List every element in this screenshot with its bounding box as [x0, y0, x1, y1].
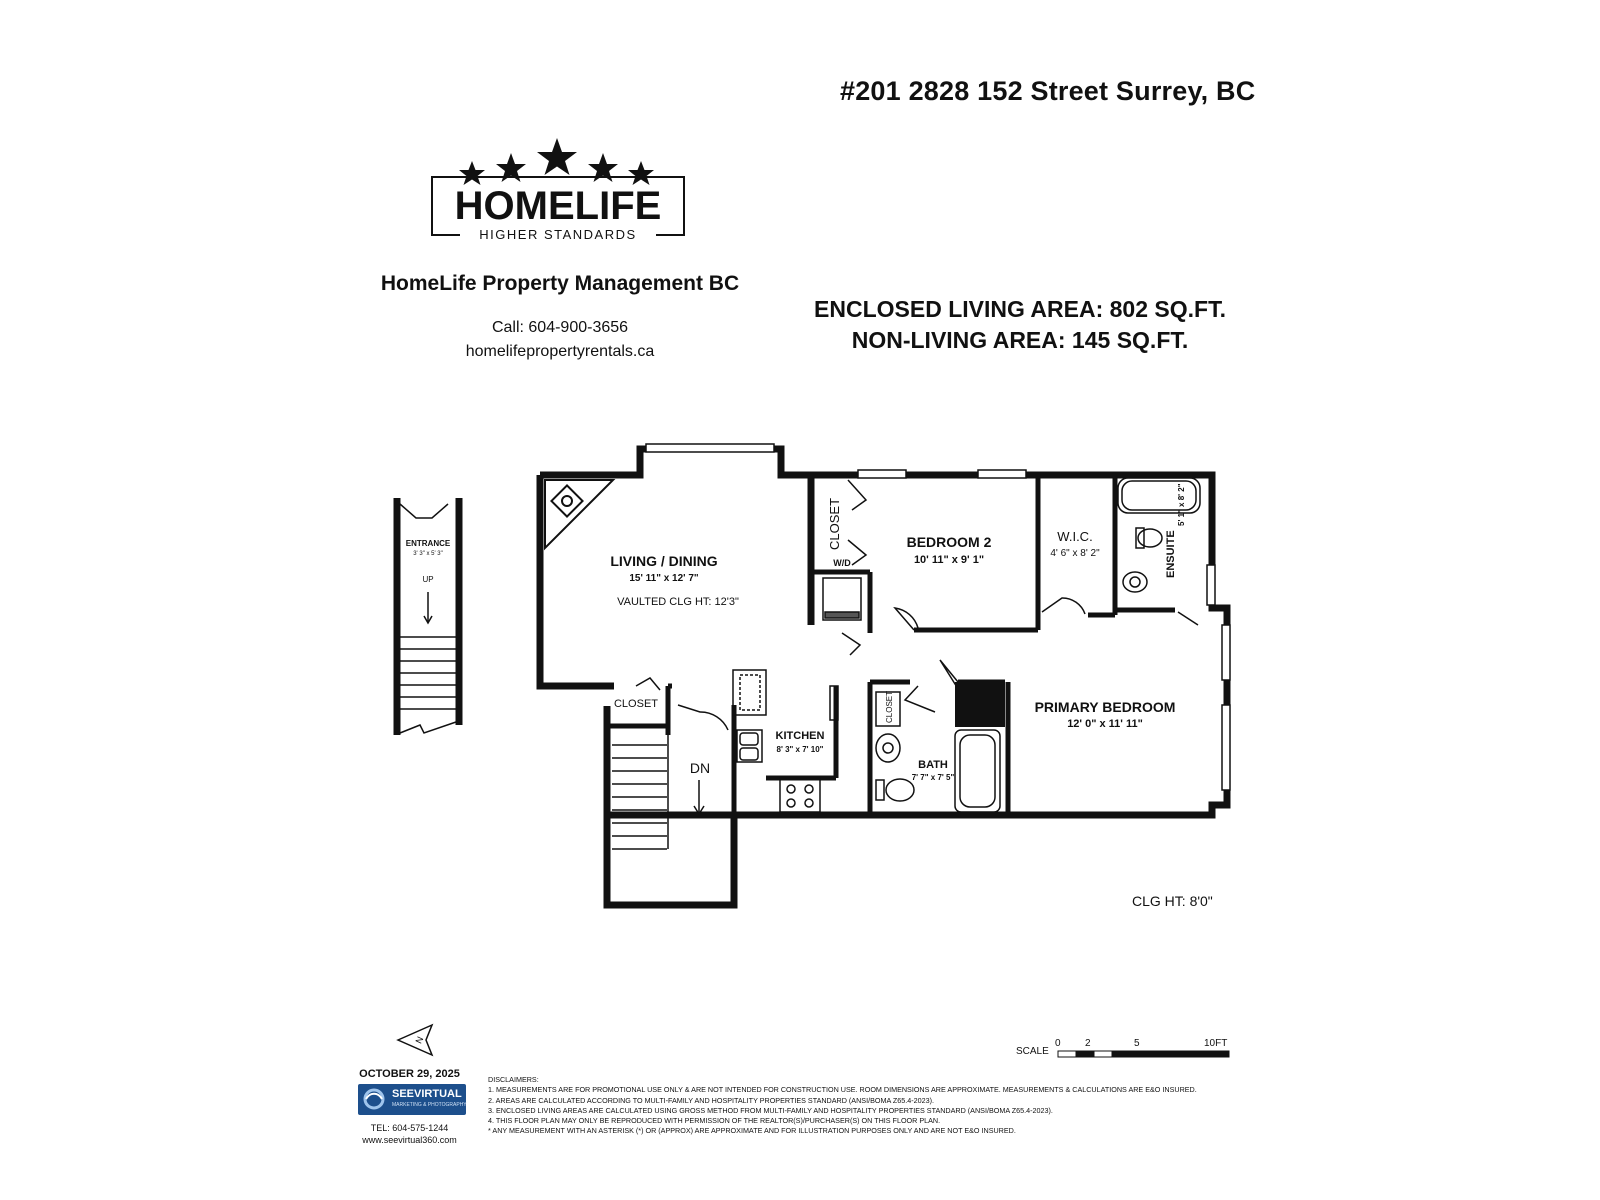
- wic-dims: 4' 6" x 8' 2": [1050, 548, 1100, 559]
- closet-living-label: CLOSET: [613, 698, 659, 710]
- scale-tick-10: 10FT: [1204, 1038, 1228, 1049]
- scale-tick-2: 2: [1085, 1038, 1091, 1049]
- entrance-dims: 3' 3" x 5' 3": [413, 551, 443, 557]
- compass-letter: N: [413, 1034, 426, 1046]
- bedroom2-name: BEDROOM 2: [906, 534, 992, 550]
- ceiling-height: CLG HT: 8'0": [1132, 893, 1213, 909]
- disclaimer-line: 2. AREAS ARE CALCULATED ACCORDING TO MULTI-FAMILY AND HOSPITALITY PROPERTIES STANDARD (ANSI/BOMA Z65.4-2023).: [488, 1095, 935, 1105]
- seevirtual-name: SEEVIRTUAL: [392, 1088, 462, 1100]
- ensuite-dims: 5' 1" x 8' 2": [1177, 483, 1186, 526]
- closet-bedroom2-label: CLOSET: [827, 497, 842, 550]
- disclaimers: [488, 1075, 1197, 1137]
- primary-name: PRIMARY BEDROOM: [1034, 699, 1176, 715]
- living-name: LIVING / DINING: [610, 553, 718, 569]
- disclaimer-line: 1. MEASUREMENTS ARE FOR PROMOTIONAL USE ONLY & ARE NOT INTENDED FOR CONSTRUCTION USE. ROOM DIMENSIONS ARE APPROXIMATE. MEASUREMENTS & CALCULATIONS ARE E&O INSURED.: [488, 1085, 1197, 1095]
- seevirtual-tagline: MARKETING & PHOTOGRAPHY: [392, 1102, 467, 1108]
- scale-tick-5: 5: [1134, 1038, 1140, 1049]
- living-note: VAULTED CLG HT: 12'3": [617, 596, 739, 608]
- fireplace-icon: [545, 480, 613, 548]
- fixtures: [733, 478, 1200, 812]
- logo-tagline: HIGHER STANDARDS: [479, 227, 637, 242]
- seevirtual-web[interactable]: www.seevirtual360.com: [362, 1135, 457, 1145]
- kitchen-name: KITCHEN: [775, 730, 825, 742]
- entrance-name: ENTRANCE: [405, 539, 451, 548]
- disclaimer-heading: DISCLAIMERS:: [488, 1075, 539, 1084]
- bedroom2-dims: 10' 11" x 9' 1": [913, 554, 985, 566]
- seevirtual-tel[interactable]: TEL: 604-575-1244: [370, 1123, 449, 1133]
- closet-bath-label: CLOSET: [885, 690, 894, 723]
- ensuite-name: ENSUITE: [1165, 530, 1177, 578]
- bath-name: BATH: [918, 759, 948, 771]
- company-name: HomeLife Property Management BC: [380, 272, 740, 295]
- wd-label: W/D: [833, 558, 851, 568]
- primary-dims: 12' 0" x 11' 11": [1067, 718, 1143, 730]
- non-living-area: NON-LIVING AREA: 145 SQ.FT.: [851, 327, 1189, 353]
- scale-bar: [1055, 1038, 1229, 1057]
- kitchen-dims: 8' 3" x 7' 10": [776, 745, 824, 754]
- living-dims: 15' 11" x 12' 7": [629, 573, 699, 584]
- seevirtual-contact: [352, 1122, 467, 1146]
- company-phone[interactable]: Call: 604-900-3656: [491, 319, 629, 336]
- mechanical-shaft: [955, 682, 1005, 727]
- seevirtual-icon: [358, 1084, 388, 1115]
- disclaimer-line: * ANY MEASUREMENT WITH AN ASTERISK (*) OR (APPROX) ARE APPROXIMATE AND FOR ILLUSTRATION PURPOSES ONLY AND ARE NOT E&O INSURED.: [488, 1126, 1016, 1136]
- disclaimer-line: 3. ENCLOSED LIVING AREAS ARE CALCULATED USING GROSS METHOD FROM MULTI-FAMILY AND HOSPITALITY PROPERTIES STANDARD (ANSI/BOMA Z65.4-2023).: [488, 1105, 1053, 1115]
- logo-brand: HOMELIFE: [454, 184, 662, 228]
- north-arrow-icon: [398, 1025, 432, 1055]
- up-label: UP: [422, 575, 434, 584]
- wic-name: W.I.C.: [1057, 529, 1093, 544]
- exterior-walls: [397, 449, 1227, 905]
- plan-date: OCTOBER 29, 2025: [359, 1068, 460, 1080]
- enclosed-area: ENCLOSED LIVING AREA: 802 SQ.FT.: [814, 296, 1226, 322]
- scale-tick-0: 0: [1055, 1038, 1061, 1049]
- disclaimer-line: 4. THIS FLOOR PLAN MAY ONLY BE REPRODUCED WITH PERMISSION OF THE REALTOR(S)/PURCHASER(S) ON THIS FLOOR PLAN.: [488, 1116, 941, 1126]
- bath-dims: 7' 7" x 7' 5": [911, 773, 955, 782]
- scale-label: SCALE: [1016, 1046, 1049, 1057]
- dn-label: DN: [689, 760, 711, 776]
- room-labels: [406, 483, 1186, 782]
- property-address: #201 2828 152 Street Surrey, BC: [840, 76, 1256, 106]
- company-website[interactable]: homelifepropertyrentals.ca: [465, 343, 655, 360]
- stairs-down: [612, 735, 704, 849]
